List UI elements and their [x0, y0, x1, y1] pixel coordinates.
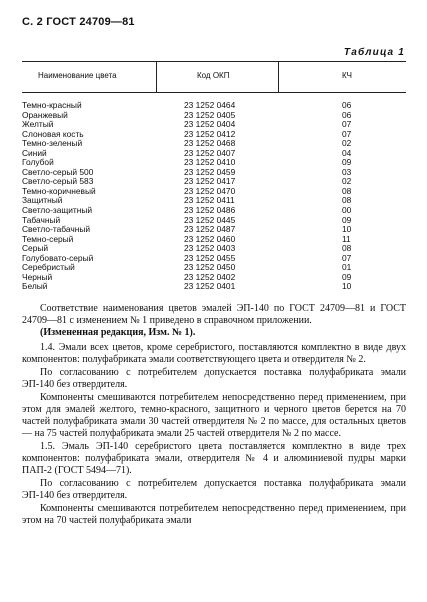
- paragraph: По согласованию с потребителем допускается поставка полуфабриката эмали ЭП-140 без отвердителя.: [22, 367, 406, 390]
- color-name-cell: Светло-серый 500: [22, 166, 94, 177]
- table-top-rule: [22, 61, 406, 62]
- color-name-cell: Серый: [22, 243, 49, 254]
- amendment-note: (Измененная редакция, Изм. № 1).: [40, 327, 196, 338]
- okp-code-cell: 23 1252 0468: [184, 138, 236, 149]
- okp-code-cell: 23 1252 0455: [184, 252, 236, 263]
- okp-code-cell: 23 1252 0417: [184, 176, 236, 187]
- kch-cell: 00: [342, 205, 352, 216]
- okp-code-cell: 23 1252 0450: [184, 262, 236, 273]
- table-label: Таблица 1: [343, 47, 405, 58]
- table-column-divider: [156, 61, 157, 92]
- color-name-cell: Светло-табачный: [22, 224, 91, 235]
- paragraph: Компоненты смешиваются потребителем непосредственно перед применением, при этом на 70 частей полуфабриката эмали: [22, 503, 406, 526]
- okp-code-cell: 23 1252 0412: [184, 128, 236, 139]
- color-name-cell: Голубовато-серый: [22, 252, 94, 263]
- kch-cell: 01: [342, 262, 352, 273]
- kch-cell: 06: [342, 100, 352, 110]
- color-name-cell: Слоновая кость: [22, 128, 84, 139]
- kch-cell: 08: [342, 185, 352, 196]
- column-header-code: Код ОКП: [197, 71, 230, 80]
- okp-code-cell: 23 1252 0410: [184, 157, 236, 168]
- body-text: [22, 303, 406, 527]
- okp-code-cell: 23 1252 0464: [184, 100, 236, 110]
- kch-cell: 08: [342, 195, 352, 206]
- kch-cell: 11: [342, 233, 351, 244]
- column-header-name: Наименование цвета: [38, 71, 117, 80]
- kch-cell: 07: [342, 252, 352, 263]
- color-name-cell: Табачный: [22, 214, 61, 225]
- okp-code-cell: 23 1252 0404: [184, 119, 236, 130]
- okp-code-cell: 23 1252 0401: [184, 281, 236, 292]
- okp-code-cell: 23 1252 0459: [184, 166, 236, 177]
- table-header-rule: [22, 92, 406, 93]
- okp-code-cell: 23 1252 0407: [184, 147, 236, 158]
- color-name-cell: Темно-красный: [22, 100, 82, 110]
- okp-code-cell: 23 1252 0470: [184, 185, 236, 196]
- column-header-kch: КЧ: [342, 71, 352, 80]
- kch-cell: 09: [342, 271, 352, 282]
- kch-cell: 08: [342, 243, 352, 254]
- kch-cell: 09: [342, 157, 352, 168]
- paragraph: Соответствие наименования цветов эмалей ЭП-140 по ГОСТ 24709—81 и ГОСТ 24709—81 с изменением № 1 приведено в справочном приложении.: [22, 303, 406, 326]
- color-name-cell: Серебристый: [22, 262, 75, 273]
- paragraph: По согласованию с потребителем допускается поставка полуфабриката эмали ЭП-140 без отвердителя.: [22, 478, 406, 501]
- color-name-cell: Темно-серый: [22, 233, 74, 244]
- okp-code-cell: 23 1252 0486: [184, 205, 236, 216]
- color-name-cell: Темно-зеленый: [22, 138, 83, 149]
- okp-code-cell: 23 1252 0487: [184, 224, 236, 235]
- color-name-cell: Желтый: [22, 119, 54, 130]
- kch-cell: 02: [342, 176, 352, 187]
- okp-code-cell: 23 1252 0411: [184, 195, 235, 206]
- paragraph: Компоненты смешиваются потребителем непосредственно перед применением, при этом для эмалей желтого, темно-красного, защитного и черного цветов берется на 70 частей полуфабриката эмали 30 частей отвердителя № 2 по массе, для остальных цветов — на 75 частей полуфабриката эмали 25 частей отвердителя № 2 по массе.: [22, 392, 406, 439]
- color-name-cell: Светло-защитный: [22, 205, 93, 216]
- color-name-cell: Черный: [22, 271, 53, 282]
- color-name-cell: Оранжевый: [22, 109, 68, 120]
- table-row: [22, 282, 406, 292]
- kch-cell: 07: [342, 119, 352, 130]
- table-column-divider: [278, 61, 279, 92]
- color-name-cell: Светло-серый 583: [22, 176, 94, 187]
- okp-code-cell: 23 1252 0445: [184, 214, 236, 225]
- okp-code-cell: 23 1252 0402: [184, 271, 236, 282]
- kch-cell: 10: [342, 224, 352, 235]
- kch-cell: 06: [342, 109, 352, 120]
- kch-cell: 07: [342, 128, 352, 139]
- kch-cell: 03: [342, 166, 352, 177]
- kch-cell: 02: [342, 138, 352, 149]
- okp-code-cell: 23 1252 0403: [184, 243, 236, 254]
- kch-cell: 10: [342, 281, 352, 292]
- kch-cell: 09: [342, 214, 352, 225]
- table-body: [22, 101, 406, 292]
- color-name-cell: Защитный: [22, 195, 63, 206]
- page-header: С. 2 ГОСТ 24709—81: [22, 16, 135, 28]
- color-name-cell: Синий: [22, 147, 47, 158]
- paragraph: 1.4. Эмали всех цветов, кроме серебристого, поставляются комплектно в виде двух компонентов: полуфабриката эмали соответствующего цвета и отвердителя № 2.: [22, 342, 406, 365]
- okp-code-cell: 23 1252 0405: [184, 109, 236, 120]
- color-name-cell: Белый: [22, 281, 48, 292]
- color-name-cell: Темно-коричневый: [22, 185, 96, 196]
- kch-cell: 04: [342, 147, 352, 158]
- color-name-cell: Голубой: [22, 157, 54, 168]
- paragraph: 1.5. Эмаль ЭП-140 серебристого цвета поставляется комплектно в виде трех компонентов: полуфабриката эмали, отвердителя № 4 и алюминиевой пудры марки ПАП-2 (ГОСТ 5494—71).: [22, 441, 406, 476]
- okp-code-cell: 23 1252 0460: [184, 233, 236, 244]
